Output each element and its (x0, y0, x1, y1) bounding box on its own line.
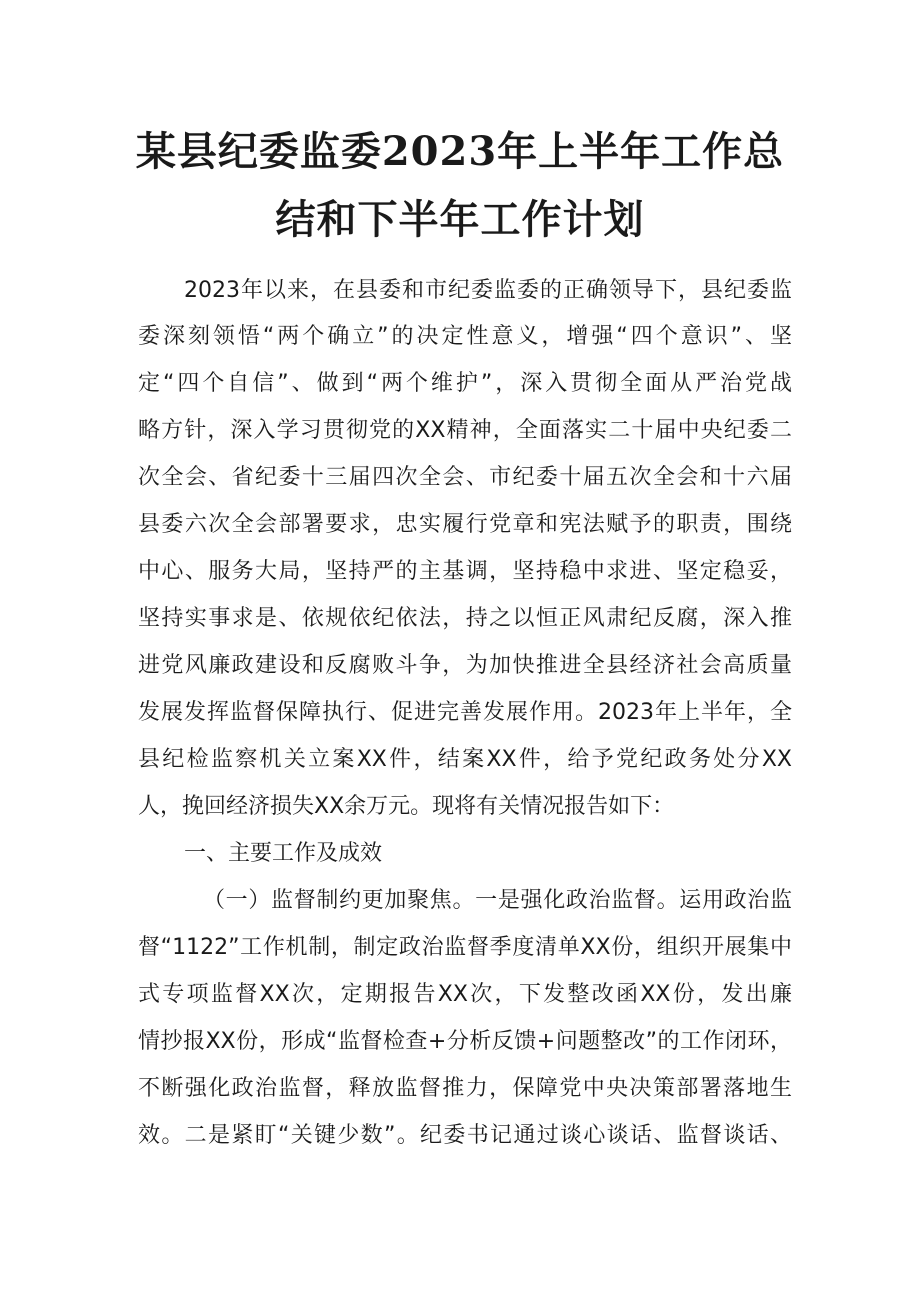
paragraph-line: 发展发挥监督保障执行、促进完善发展作用。2023年上半年，全 (138, 700, 792, 725)
section-heading: 一、主要工作及成效 (184, 841, 383, 866)
paragraph-line: 进党风廉政建设和反腐败斗争，为加快推进全县经济社会高质量 (138, 653, 792, 678)
paragraph-line: 略方针，深入学习贯彻党的XX精神，全面落实二十届中央纪委二 (138, 418, 792, 443)
paragraph-line: 县委六次全会部署要求，忠实履行党章和宪法赋予的职责，围绕 (138, 512, 792, 537)
paragraph-line: 县纪检监察机关立案XX件，结案XX件，给予党纪政务处分XX (138, 747, 792, 772)
paragraph-line: 次全会、省纪委十三届四次全会、市纪委十届五次全会和十六届 (138, 465, 792, 490)
paragraph-line: 2023年以来，在县委和市纪委监委的正确领导下，县纪委监 (184, 278, 792, 303)
paragraph-line: 情抄报XX份，形成“监督检查+分析反馈+问题整改”的工作闭环， (138, 1029, 792, 1054)
paragraph-line: 委深刻领悟“两个确立”的决定性意义，增强“四个意识”、坚 (138, 324, 792, 349)
paragraph-line: 督“1122”工作机制，制定政治监督季度清单XX份，组织开展集中 (138, 935, 792, 960)
paragraph-line: 式专项监督XX次，定期报告XX次，下发整改函XX份，发出廉 (138, 982, 792, 1007)
paragraph-line: 中心、服务大局，坚持严的主基调，坚持稳中求进、坚定稳妥， (138, 559, 792, 584)
paragraph-line: 坚持实事求是、依规依纪依法，持之以恒正风肃纪反腐，深入推 (138, 606, 792, 631)
paragraph-line: 定“四个自信”、做到“两个维护”，深入贯彻全面从严治党战 (138, 371, 792, 396)
document-title-line-1: 某县纪委监委2023年上半年工作总 (135, 128, 785, 175)
paragraph-line: 不断强化政治监督，释放监督推力，保障党中央决策部署落地生 (138, 1076, 792, 1101)
document-title-line-2: 结和下半年工作计划 (275, 196, 645, 243)
paragraph-line: （一）监督制约更加聚焦。一是强化政治监督。运用政治监 (203, 888, 792, 913)
paragraph-line: 效。二是紧盯“关键少数”。纪委书记通过谈心谈话、监督谈话、 (138, 1123, 792, 1148)
paragraph-line: 人，挽回经济损失XX余万元。现将有关情况报告如下： (138, 794, 675, 819)
